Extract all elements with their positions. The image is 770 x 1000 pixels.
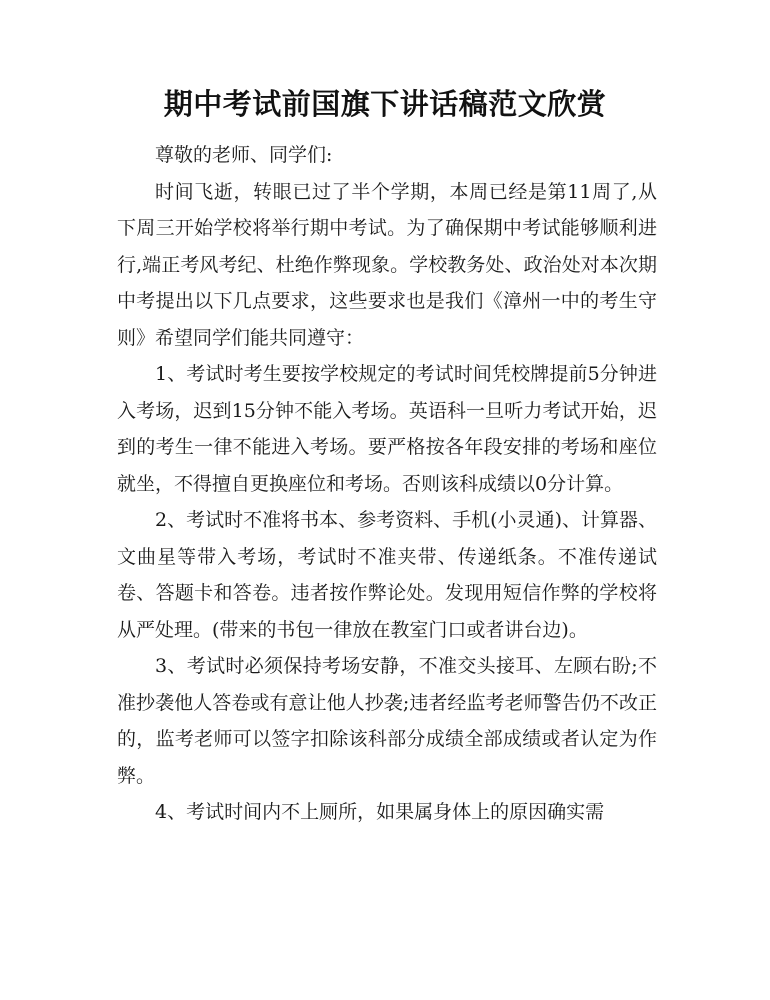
- document-title: 期中考试前国旗下讲话稿范文欣赏: [163, 87, 607, 121]
- rule-paragraph-1: 1、考试时考生要按学校规定的考试时间凭校牌提前5分钟进入考场，迟到15分钟不能入考场。英语科一旦听力考试开始，迟到的考生一律不能进入考场。要严格按各年段安排的考场和座位就坐，不得擅自更换座位和考场。否则该科成绩以0分计算。: [117, 363, 657, 495]
- document-body: [117, 137, 657, 831]
- rule-paragraph-4: 4、考试时间内不上厕所，如果属身体上的原因确实需: [155, 801, 605, 823]
- intro-paragraph: 时间飞逝，转眼已过了半个学期，本周已经是第11周了,从下周三开始学校将举行期中考试。为了确保期中考试能够顺利进行,端正考风考纪、杜绝作弊现象。学校教务处、政治处对本次期中考提出以下几点要求，这些要求也是我们《漳州一中的考生守则》希望同学们能共同遵守：: [117, 180, 657, 349]
- rule-paragraph-2: 2、考试时不准将书本、参考资料、手机(小灵通)、计算器、文曲星等带入考场，考试时不准夹带、传递纸条。不准传递试卷、答题卡和答卷。违者按作弊论处。发现用短信作弊的学校将从严处理。(带来的书包一律放在教室门口或者讲台边)。: [117, 509, 657, 641]
- salutation-paragraph: 尊敬的老师、同学们:: [155, 144, 333, 166]
- rule-paragraph-3: 3、考试时必须保持考场安静，不准交头接耳、左顾右盼;不准抄袭他人答卷或有意让他人抄袭;违者经监考老师警告仍不改正的，监考老师可以签字扣除该科部分成绩全部成绩或者认定为作弊。: [117, 655, 657, 787]
